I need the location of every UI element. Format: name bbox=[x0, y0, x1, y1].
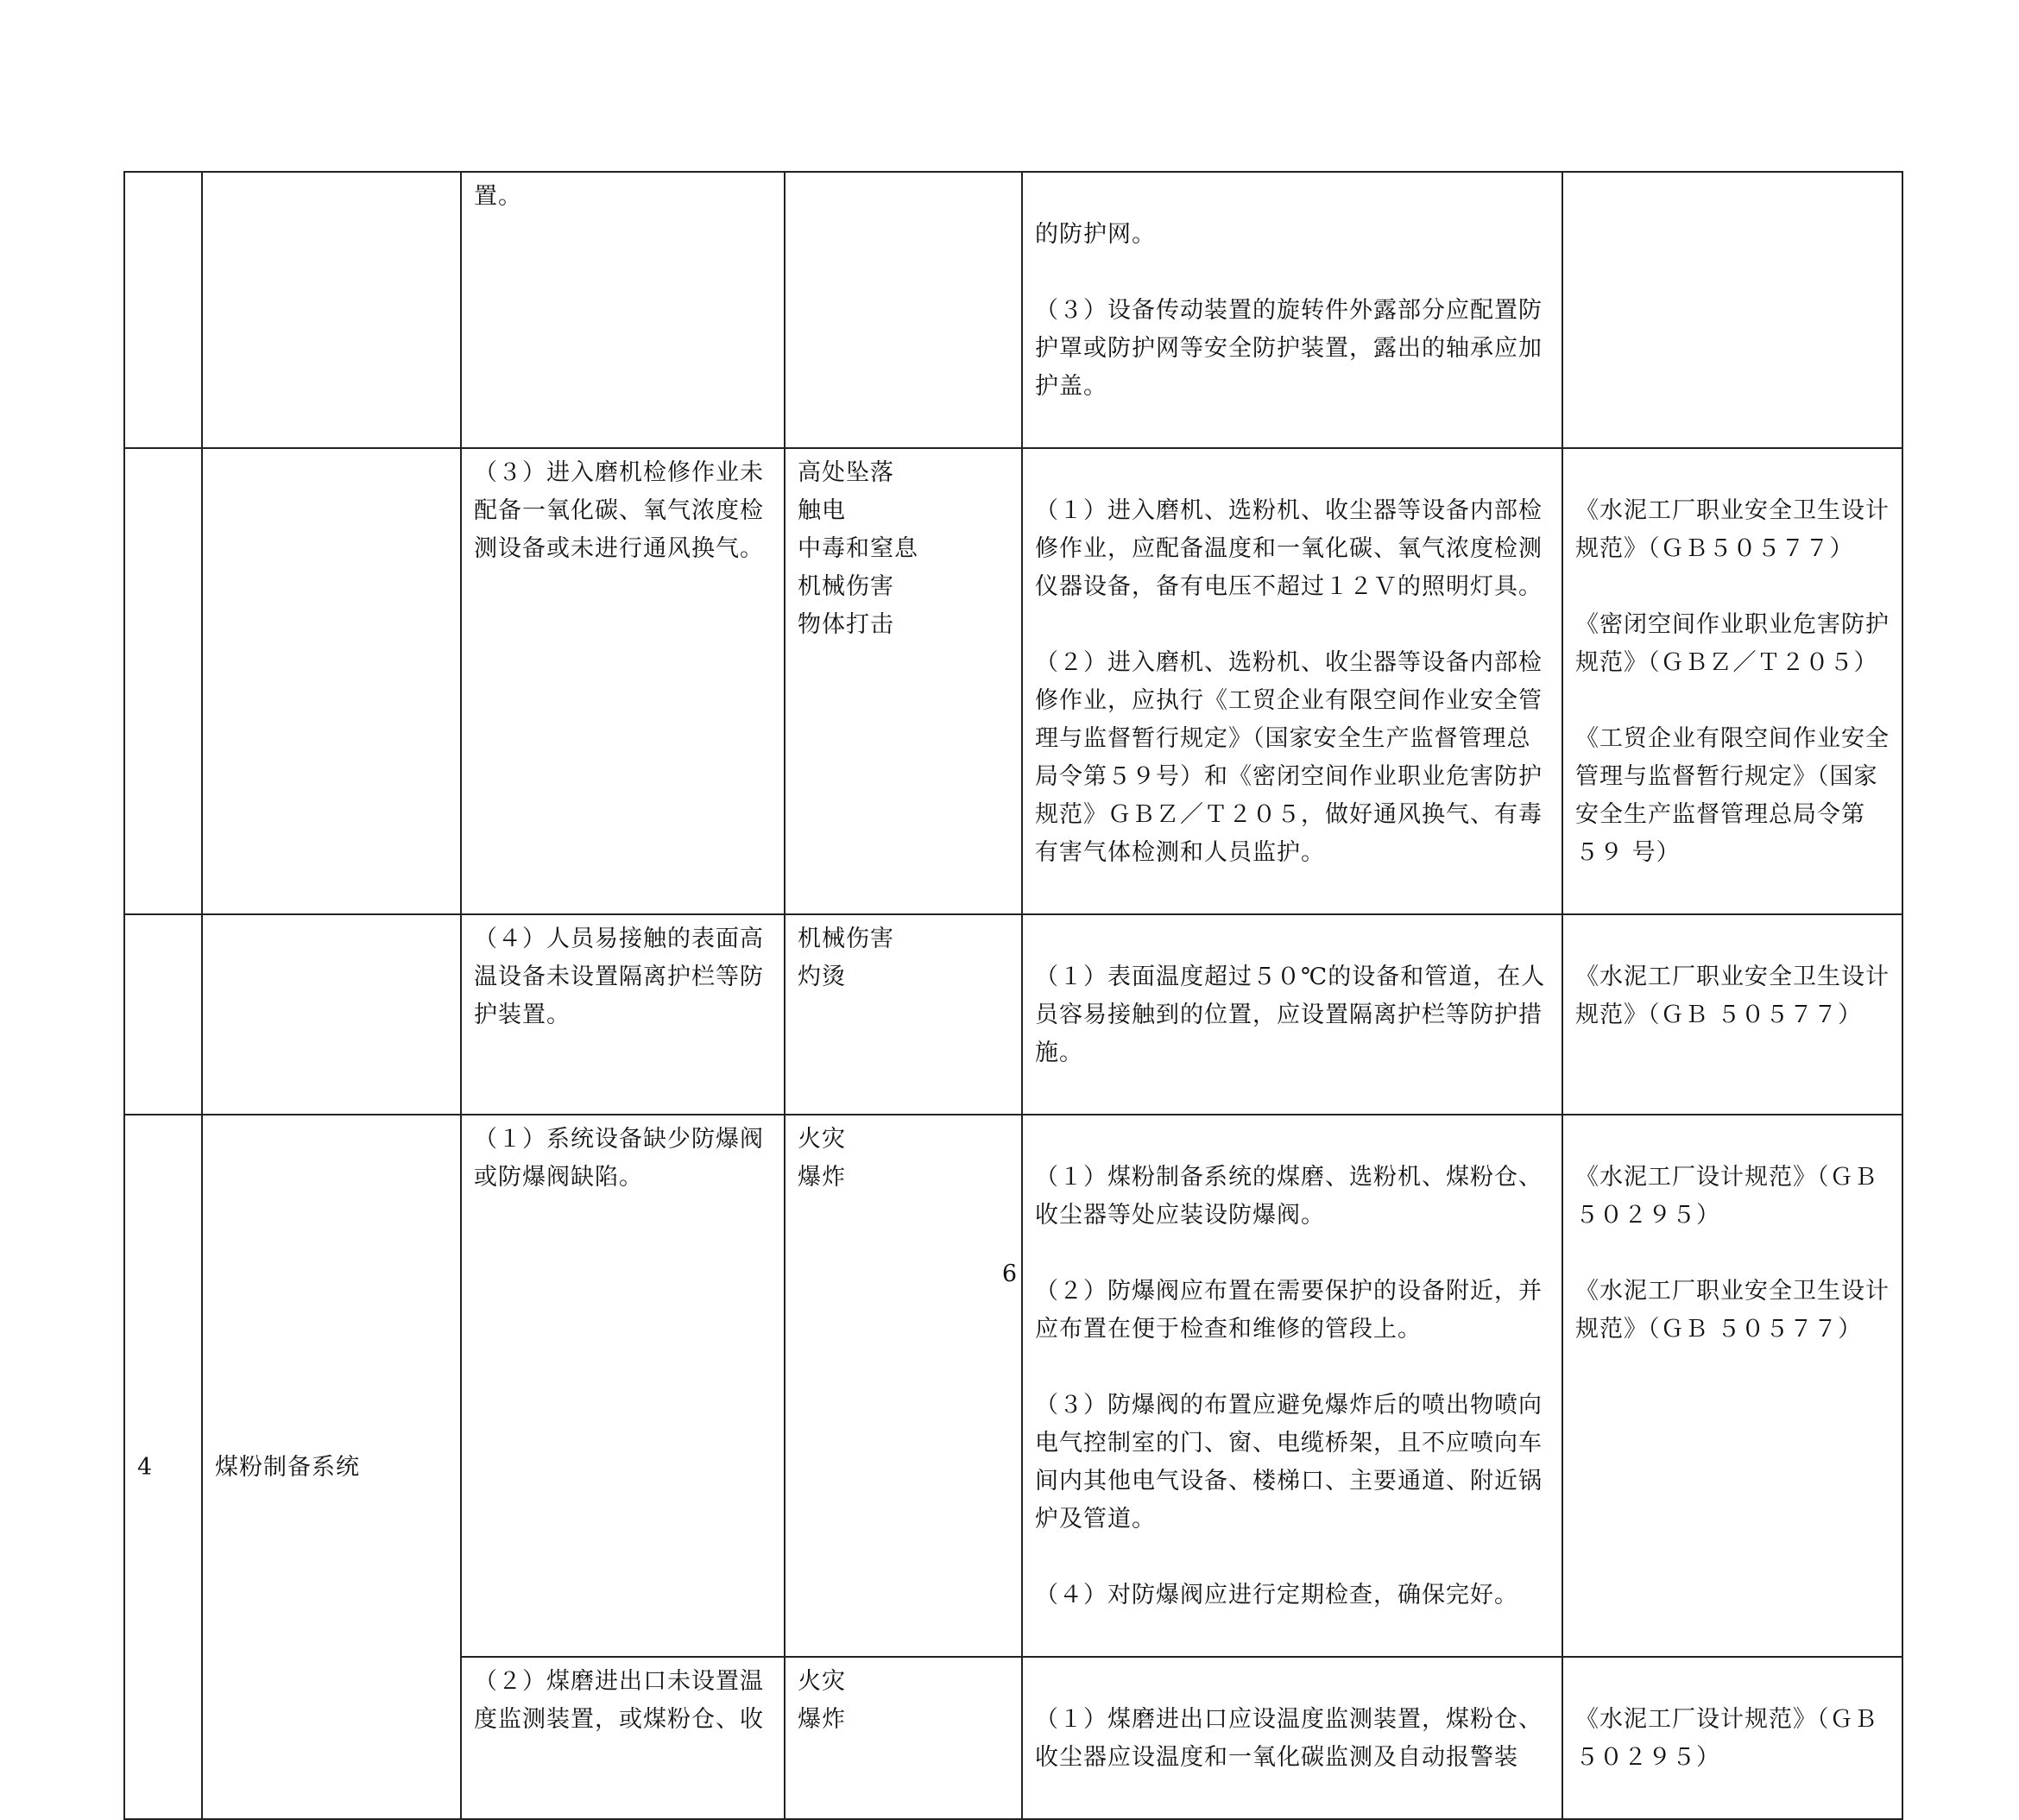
measure-text: （３）防爆阀的布置应避免爆炸后的喷出物喷向电气控制室的门、窗、电缆桥架，且不应喷向车间内其他电气设备、楼梯口、主要通道、附近锅炉及管道。 bbox=[1035, 1392, 1543, 1532]
issue-cell: （１）系统设备缺少防爆阀或防爆阀缺陷。 bbox=[461, 1115, 785, 1657]
measure-text: （２）防爆阀应布置在需要保护的设备附近，并应布置在便于检查和维修的管段上。 bbox=[1035, 1278, 1543, 1343]
basis-cell bbox=[1562, 914, 1902, 1115]
row-number-cell: 4 bbox=[124, 1115, 202, 1819]
measure-text: （１）进入磨机、选粉机、收尘器等设备内部检修作业，应配备温度和一氧化碳、氧气浓度检测仪器设备，备有电压不超过１２Ｖ的照明灯具。 bbox=[1035, 497, 1543, 600]
measure-text: （１）煤粉制备系统的煤磨、选粉机、煤粉仓、收尘器等处应装设防爆阀。 bbox=[1035, 1164, 1543, 1229]
measures-cell bbox=[1022, 172, 1562, 448]
table-row bbox=[124, 914, 1902, 1115]
row-number-cell bbox=[124, 448, 202, 914]
system-cell bbox=[202, 448, 461, 914]
measure-text: （１）煤磨进出口应设温度监测装置，煤粉仓、收尘器应设温度和一氧化碳监测及自动报警装 bbox=[1035, 1706, 1543, 1771]
issue-cell: 置。 bbox=[461, 172, 785, 448]
basis-text: 《水泥工厂设计规范》（ＧＢ ５０２９５） bbox=[1575, 1164, 1878, 1229]
issue-cell: （３）进入磨机检修作业未配备一氧化碳、氧气浓度检测设备或未进行通风换气。 bbox=[461, 448, 785, 914]
measures-cell bbox=[1022, 1657, 1562, 1819]
basis-text: 《水泥工厂职业安全卫生设计规范》（ＧＢ５０５７７） bbox=[1575, 497, 1890, 562]
hazard-cell: 高处坠落 触电 中毒和窒息 机械伤害 物体打击 bbox=[785, 448, 1022, 914]
basis-cell bbox=[1562, 1657, 1902, 1819]
issue-cell: （２）煤磨进出口未设置温度监测装置，或煤粉仓、收 bbox=[461, 1657, 785, 1819]
system-cell: 煤粉制备系统 bbox=[202, 1115, 461, 1819]
measure-text: （１）表面温度超过５０℃的设备和管道，在人员容易接触到的位置，应设置隔离护栏等防护措施。 bbox=[1035, 964, 1546, 1066]
basis-text: 《密闭空间作业职业危害防护规范》（ＧＢＺ／Ｔ２０５） bbox=[1575, 611, 1890, 676]
table-row bbox=[124, 1115, 1902, 1657]
page-number: 6 bbox=[1001, 1261, 1018, 1287]
basis-text: 《水泥工厂职业安全卫生设计规范》（ＧＢ ５０５７７） bbox=[1575, 1278, 1890, 1343]
basis-text: 《水泥工厂职业安全卫生设计规范》（ＧＢ ５０５７７） bbox=[1575, 964, 1890, 1028]
hazard-cell: 机械伤害 灼烫 bbox=[785, 914, 1022, 1115]
measure-text: （３）设备传动装置的旋转件外露部分应配置防护罩或防护网等安全防护装置，露出的轴承应加护盖。 bbox=[1035, 297, 1543, 400]
table-row bbox=[124, 172, 1902, 448]
basis-cell bbox=[1562, 1115, 1902, 1657]
measure-text: （４）对防爆阀应进行定期检查，确保完好。 bbox=[1035, 1582, 1518, 1608]
hazard-cell: 火灾 爆炸 bbox=[785, 1115, 1022, 1657]
basis-text: 《工贸企业有限空间作业安全管理与监督暂行规定》（国家安全生产监督管理总局令第 ５９ 号） bbox=[1575, 725, 1890, 866]
hazard-table bbox=[123, 171, 1903, 1820]
basis-text: 《水泥工厂设计规范》（ＧＢ ５０２９５） bbox=[1575, 1706, 1878, 1771]
row-number-cell bbox=[124, 914, 202, 1115]
system-cell bbox=[202, 914, 461, 1115]
basis-cell bbox=[1562, 172, 1902, 448]
row-number-cell bbox=[124, 172, 202, 448]
issue-cell: （４）人员易接触的表面高温设备未设置隔离护栏等防护装置。 bbox=[461, 914, 785, 1115]
measures-cell bbox=[1022, 448, 1562, 914]
table-row bbox=[124, 448, 1902, 914]
measure-text: 的防护网。 bbox=[1035, 221, 1156, 248]
basis-cell bbox=[1562, 448, 1902, 914]
hazard-cell: 火灾 爆炸 bbox=[785, 1657, 1022, 1819]
system-cell bbox=[202, 172, 461, 448]
hazard-cell bbox=[785, 172, 1022, 448]
measures-cell bbox=[1022, 1115, 1562, 1657]
measure-text: （２）进入磨机、选粉机、收尘器等设备内部检修作业，应执行《工贸企业有限空间作业安全管理与监督暂行规定》（国家安全生产监督管理总局令第５９号）和《密闭空间作业职业危害防护规范》ＧＢＺ／Ｔ２０５，做好通风换气、有毒有害气体检测和人员监护。 bbox=[1035, 649, 1543, 866]
measures-cell bbox=[1022, 914, 1562, 1115]
